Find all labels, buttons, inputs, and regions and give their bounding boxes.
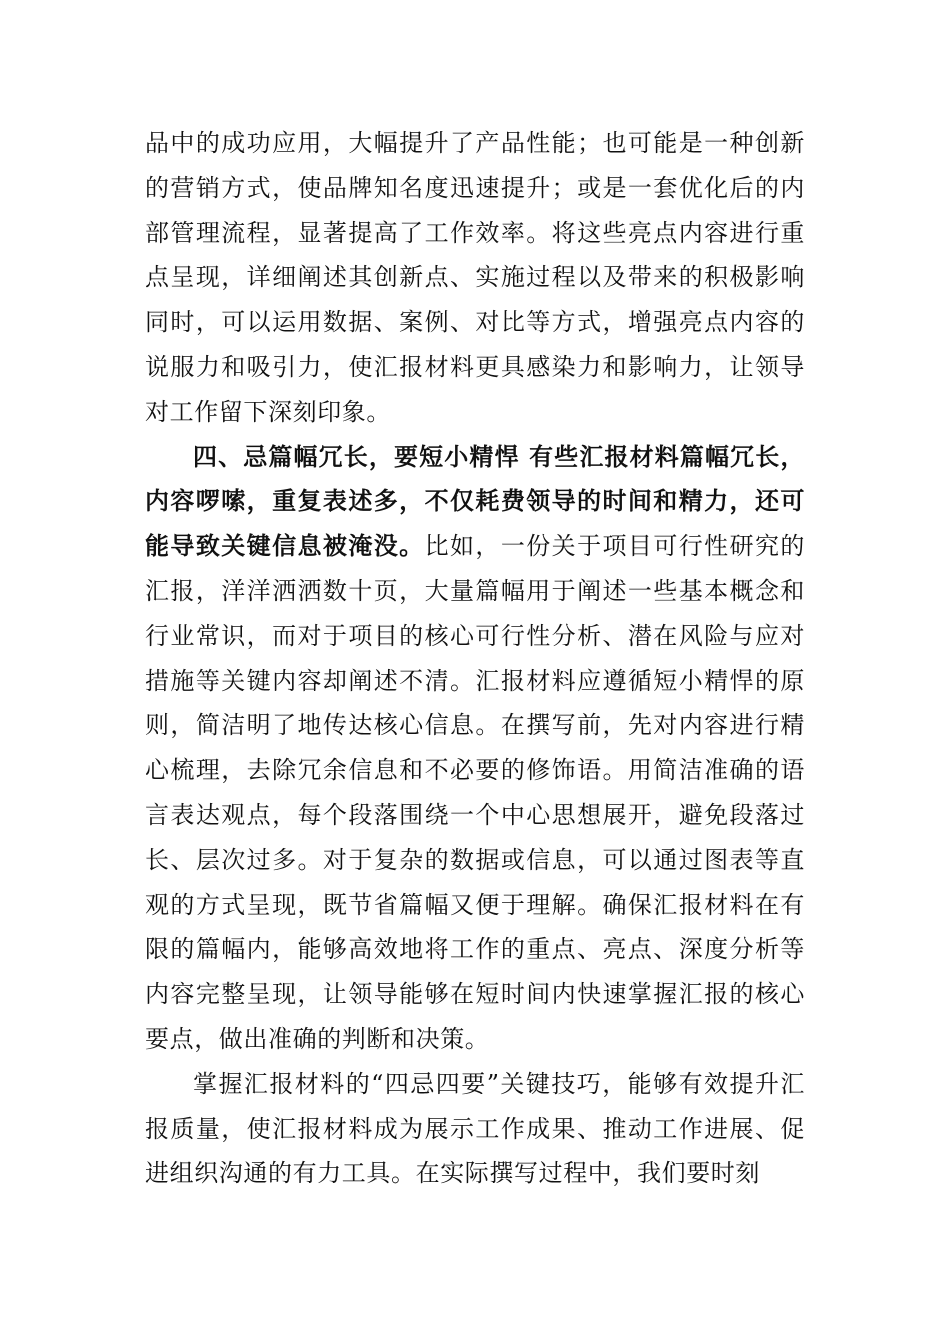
paragraph-text: 品中的成功应用，大幅提升了产品性能；也可能是一种创新的营销方式，使品牌知名度迅速提升；或是一套优化后的内部管理流程，显著提高了工作效率。将这些亮点内容进行重点呈现，详细阐述其创新点、实施过程以及带来的积极影响同时，可以运用数据、案例、对比等方式，增强亮点内容的说服力和吸引力，使汇报材料更具感染力和影响力，让领导对工作留下深刻印象。 xyxy=(145,129,805,426)
section-heading: 四、忌篇幅冗长，要短小精悍 有些汇报材料篇幅冗长，内容啰嗦，重复表述多，不仅耗费领导的时间和精力，还可能导致关键信息被淹没。 xyxy=(145,442,805,561)
document-body xyxy=(145,121,805,1196)
paragraph-text: 比如，一份关于项目可行性研究的汇报，洋洋洒洒数十页，大量篇幅用于阐述一些基本概念和行业常识，而对于项目的核心可行性分析、潜在风险与应对措施等关键内容却阐述不清。汇报材料应遵循短小精悍的原则，简洁明了地传达核心信息。在撰写前，先对内容进行精心梳理，去除冗余信息和不必要的修饰语。用简洁准确的语言表达观点，每个段落围绕一个中心思想展开，避免段落过长、层次过多。对于复杂的数据或信息，可以通过图表等直观的方式呈现，既节省篇幅又便于理解。确保汇报材料在有限的篇幅内，能够高效地将工作的重点、亮点、深度分析等内容完整呈现，让领导能够在短时间内快速掌握汇报的核心要点，做出准确的判断和决策。 xyxy=(145,532,805,1053)
paragraph-continuation xyxy=(145,121,805,435)
paragraph-conclusion xyxy=(145,1062,805,1196)
paragraph-section-four xyxy=(145,435,805,1062)
paragraph-text: 掌握汇报材料的“四忌四要”关键技巧，能够有效提升汇报质量，使汇报材料成为展示工作成果、推动工作进展、促进组织沟通的有力工具。在实际撰写过程中，我们要时刻 xyxy=(145,1069,805,1188)
